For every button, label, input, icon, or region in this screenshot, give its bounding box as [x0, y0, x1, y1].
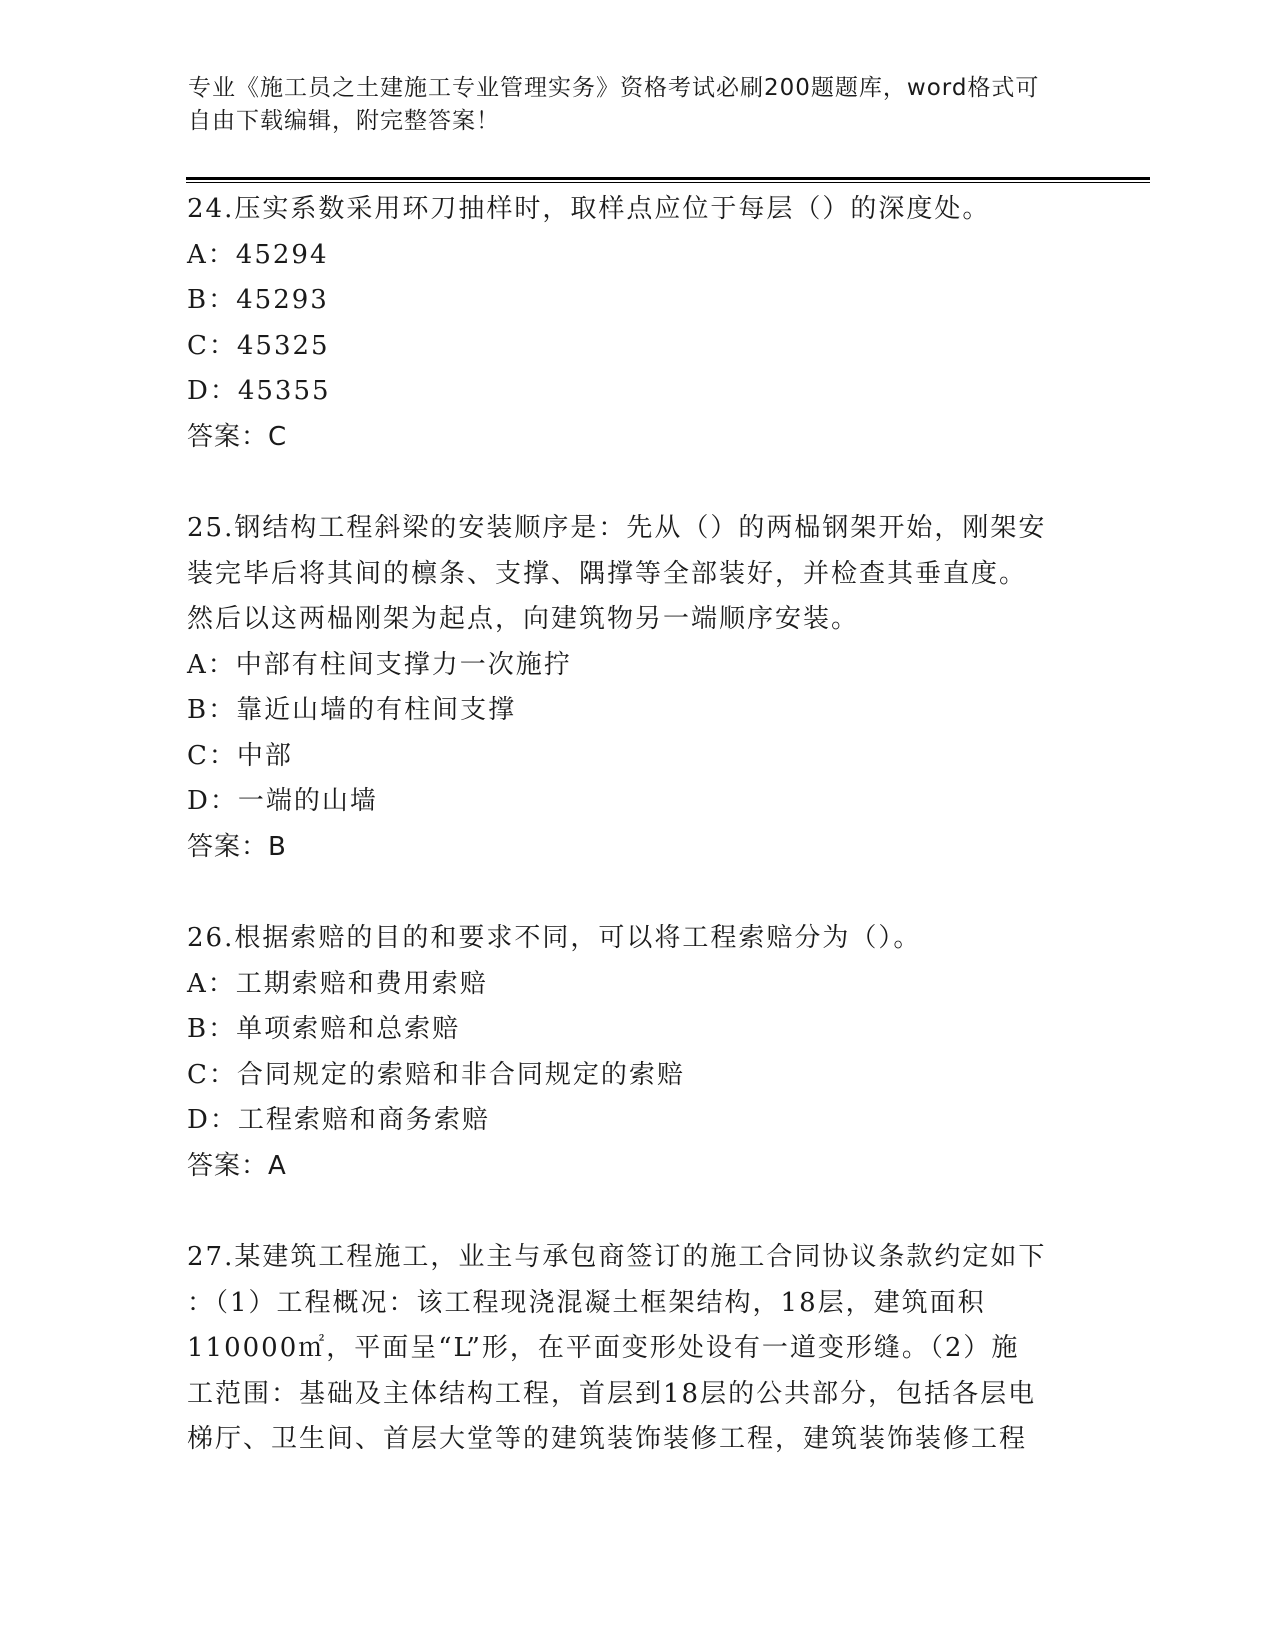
option-c: C：中部: [187, 740, 293, 771]
answer: 答案：A: [187, 1150, 287, 1181]
question-stem-line: 27.某建筑工程施工，业主与承包商签订的施工合同协议条款约定如下: [187, 1242, 1047, 1272]
option-c: C：45325: [187, 330, 330, 361]
option-a: A：工期索赔和费用索赔: [187, 968, 488, 999]
option-b: B：靠近山墙的有柱间支撑: [187, 695, 517, 725]
option-c: C：合同规定的索赔和非合同规定的索赔: [187, 1059, 685, 1090]
header-divider-thin: [186, 182, 1150, 183]
question-stem: 24.压实系数采用环刀抽样时，取样点应位于每层（）的深度处。: [187, 194, 991, 224]
spacer: [187, 460, 1087, 506]
option-d: D：45355: [187, 376, 331, 406]
option-a: A：45294: [187, 239, 329, 270]
header-line-1: 专业《施工员之土建施工专业管理实务》资格考试必刷200题题库，word格式可: [188, 75, 1040, 101]
question-stem-line: 25.钢结构工程斜梁的安装顺序是：先从（）的两榀钢架开始，刚架安: [187, 513, 1047, 543]
question-25: [187, 506, 1087, 870]
question-24: [187, 187, 1087, 460]
question-stem-line: ：（1）工程概况：该工程现浇混凝土框架结构，18层，建筑面积: [187, 1287, 986, 1318]
option-d: D：工程索赔和商务索赔: [187, 1105, 490, 1135]
question-stem-line: 110000㎡，平面呈“L”形，在平面变形处设有一道变形缝。（2）施: [187, 1333, 1020, 1363]
option-d: D：一端的山墙: [187, 786, 378, 816]
question-stem-line: 然后以这两榀刚架为起点，向建筑物另一端顺序安装。: [187, 604, 860, 634]
question-26: [187, 916, 1087, 1189]
question-stem-line: 梯厅、卫生间、首层大堂等的建筑装饰装修工程，建筑装饰装修工程: [187, 1424, 1028, 1454]
question-stem: 26.根据索赔的目的和要求不同，可以将工程索赔分为（）。: [187, 923, 922, 953]
question-27: [187, 1235, 1087, 1463]
spacer: [187, 1189, 1087, 1235]
option-a: A：中部有柱间支撑力一次施拧: [187, 649, 572, 680]
option-b: B：单项索赔和总索赔: [187, 1014, 461, 1044]
option-b: B：45293: [187, 285, 329, 315]
answer: 答案：B: [187, 831, 287, 862]
question-stem-line: 装完毕后将其间的檩条、支撑、隅撑等全部装好，并检查其垂直度。: [187, 558, 1028, 589]
answer: 答案：C: [187, 421, 288, 452]
question-stem-line: 工范围：基础及主体结构工程，首层到18层的公共部分，包括各层电: [187, 1378, 1037, 1409]
header-divider-thick: [186, 177, 1150, 180]
header-line-2: 自由下载编辑，附完整答案！: [188, 108, 500, 134]
question-list: [187, 187, 1087, 1463]
spacer: [187, 870, 1087, 916]
document-header: [188, 72, 1088, 138]
